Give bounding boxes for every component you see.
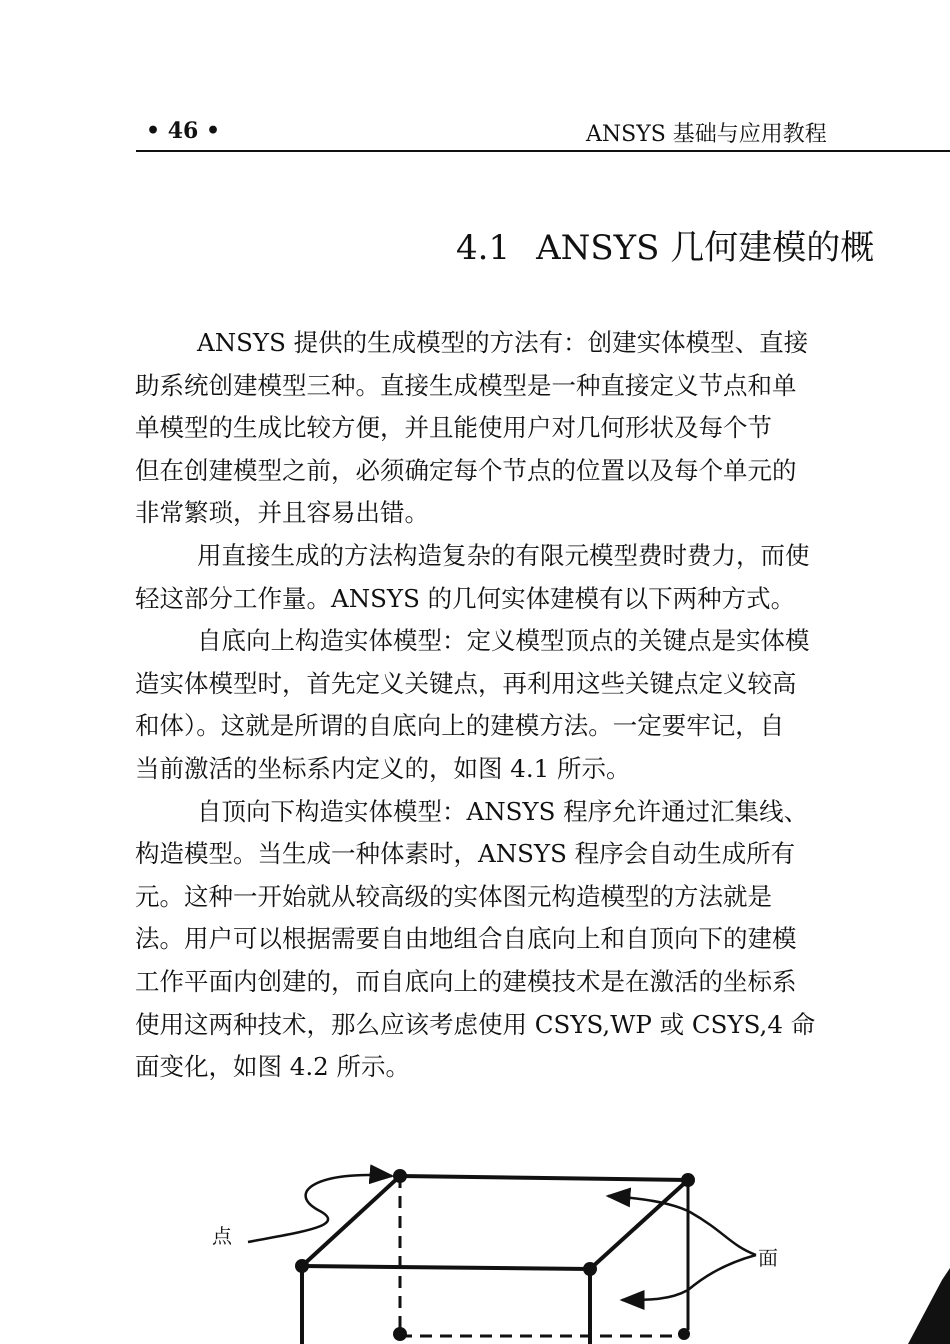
text-line: 工作平面内创建的，而自底向上的建模技术是在激活的坐标系 (135, 966, 797, 996)
point-leader (248, 1175, 392, 1242)
text-line: 法。用户可以根据需要自由地组合自底向上和自顶向下的建模 (135, 924, 797, 954)
label-point: 点 (212, 1224, 232, 1248)
text-line: 面变化，如图 4.2 所示。 (135, 1052, 411, 1082)
text-line: 造实体模型时，首先定义关键点，再利用这些关键点定义较高 (135, 668, 797, 698)
keypoint (681, 1173, 695, 1187)
text-line: 自底向上构造实体模型：定义模型顶点的关键点是实体模 (197, 626, 810, 656)
keypoint (678, 1328, 690, 1340)
text-line: 使用这两种技术，那么应该考虑使用 CSYS,WP 或 CSYS,4 命 (135, 1009, 816, 1039)
header-rule (136, 150, 950, 152)
text-line: 元。这种一开始就从较高级的实体图元构造模型的方法就是 (135, 881, 772, 911)
text-line: 自顶向下构造实体模型：ANSYS 程序允许通过汇集线、 (197, 796, 809, 826)
face-leader (608, 1196, 756, 1255)
keypoint (295, 1259, 309, 1273)
text-line: 构造模型。当生成一种体素时，ANSYS 程序会自动生成所有 (135, 839, 796, 869)
text-line: 非常繁琐，并且容易出错。 (135, 498, 429, 528)
section-title (456, 220, 874, 269)
keypoint (393, 1327, 407, 1341)
text-line: 单模型的生成比较方便，并且能使用户对几何形状及每个节 (135, 413, 772, 443)
figure-solid-model (200, 1140, 950, 1344)
text-line: 助系统创建模型三种。直接生成模型是一种直接定义节点和单 (135, 370, 797, 400)
box-diagram (200, 1140, 950, 1344)
label-face: 面 (758, 1246, 778, 1270)
box-edge (590, 1180, 688, 1269)
page-number: • 46 • (146, 118, 221, 144)
section-heading: ANSYS 几何建模的概 (536, 228, 875, 268)
box-edge (302, 1266, 590, 1269)
box-edge (302, 1176, 400, 1266)
box-edge (400, 1176, 688, 1180)
partial-figure-shape (908, 1268, 950, 1344)
text-line: 但在创建模型之前，必须确定每个节点的位置以及每个单元的 (135, 455, 797, 485)
body-text (135, 322, 950, 1089)
keypoint (583, 1262, 597, 1276)
text-line: 和体）。这就是所谓的自底向上的建模方法。一定要牢记，自 (135, 711, 785, 741)
text-line: 用直接生成的方法构造复杂的有限元模型费时费力，而使 (197, 540, 810, 570)
section-number: 4.1 (456, 228, 511, 268)
text-line: 当前激活的坐标系内定义的，如图 4.1 所示。 (135, 753, 631, 783)
text-line: 轻这部分工作量。ANSYS 的几何实体建模有以下两种方式。 (135, 583, 796, 613)
running-head: ANSYS 基础与应用教程 (586, 122, 827, 147)
text-line: ANSYS 提供的生成模型的方法有：创建实体模型、直接 (197, 328, 809, 357)
keypoint (393, 1169, 407, 1183)
